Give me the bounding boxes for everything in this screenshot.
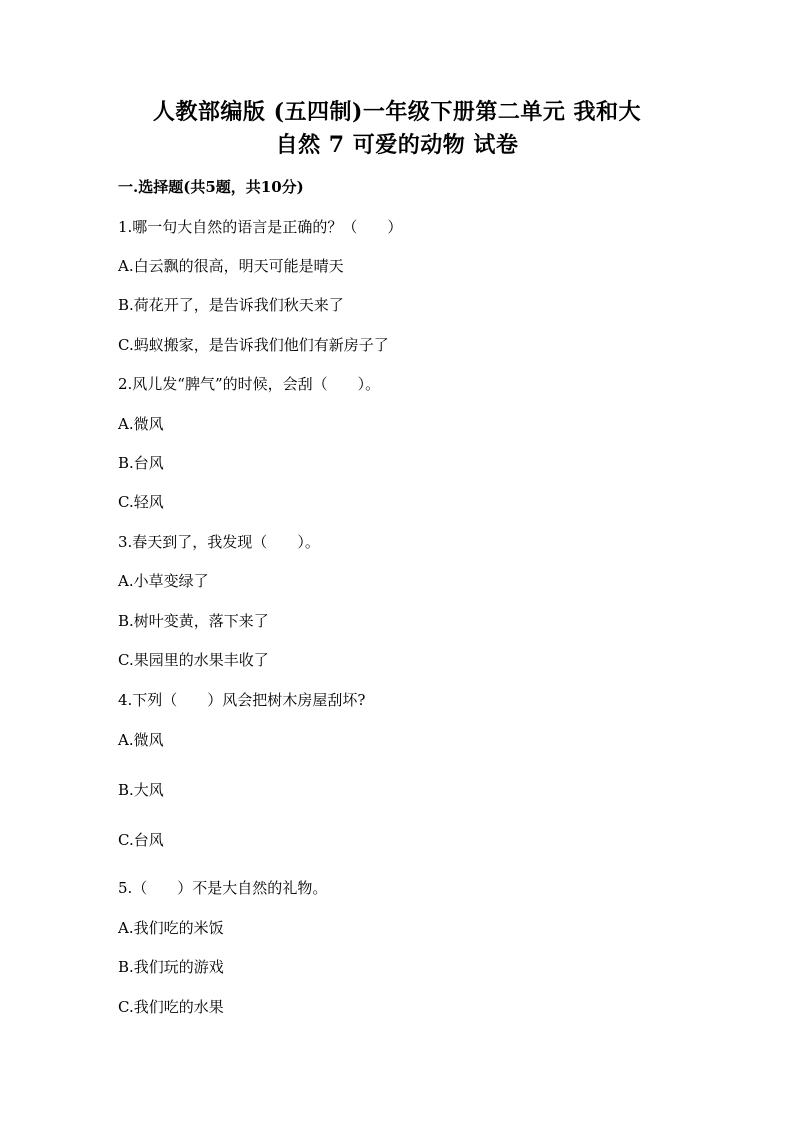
question-2-stem: 2.风儿发“脾气”的时候，会刮（ ）。 <box>118 375 381 393</box>
question-3-option-c: C.果园里的水果丰收了 <box>118 651 269 669</box>
question-5-option-b: B.我们玩的游戏 <box>118 958 224 976</box>
question-4-option-a: A.微风 <box>118 731 164 749</box>
question-3-option-b: B.树叶变黄，落下来了 <box>118 612 269 630</box>
document-title-line-2: 自然 7 可爱的动物 试卷 <box>275 132 519 158</box>
question-2-option-a: A.微风 <box>118 415 164 433</box>
question-5-option-a: A.我们吃的米饭 <box>118 919 224 937</box>
question-2-option-c: C.轻风 <box>118 493 164 511</box>
question-1-option-b: B.荷花开了，是告诉我们秋天来了 <box>118 296 344 314</box>
section-heading: 一.选择题(共5题，共10分) <box>118 178 304 196</box>
document-title-line-1: 人教部编版 (五四制)一年级下册第二单元 我和大 <box>152 99 642 125</box>
question-4-stem: 4.下列（ ）风会把树木房屋刮坏? <box>118 691 366 709</box>
question-1-option-c: C.蚂蚁搬家，是告诉我们他们有新房子了 <box>118 336 389 354</box>
question-3-stem: 3.春天到了，我发现（ ）。 <box>118 533 320 551</box>
question-1-stem: 1.哪一句大自然的语言是正确的？（ ） <box>118 218 403 236</box>
question-4-option-c: C.台风 <box>118 831 164 849</box>
question-2-option-b: B.台风 <box>118 454 164 472</box>
question-3-option-a: A.小草变绿了 <box>118 572 209 590</box>
question-4-option-b: B.大风 <box>118 781 164 799</box>
question-5-stem: 5.（ ）不是大自然的礼物。 <box>118 879 328 897</box>
question-5-option-c: C.我们吃的水果 <box>118 998 224 1016</box>
question-1-option-a: A.白云飘的很高，明天可能是晴天 <box>118 257 344 275</box>
